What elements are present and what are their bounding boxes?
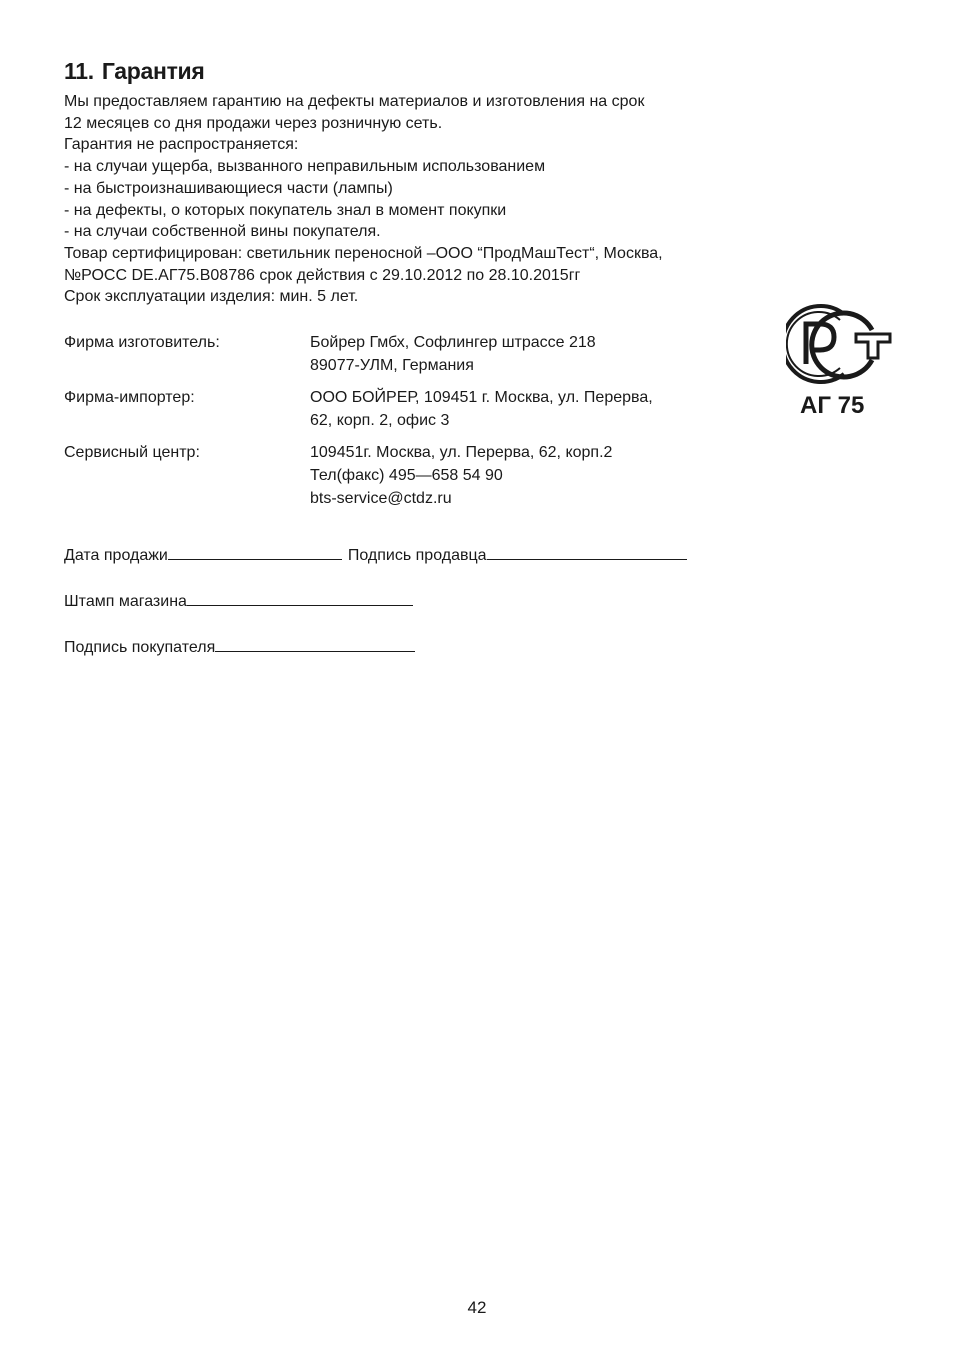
importer-address: ООО БОЙРЕР, 109451 г. Москва, ул. Перерва, — [310, 389, 653, 406]
manufacturer-row — [64, 331, 744, 377]
service-center-row — [64, 441, 744, 510]
importer-address: 62, корп. 2, офис 3 — [310, 412, 450, 429]
warranty-text — [64, 91, 764, 308]
importer-label: Фирма-импортер: — [64, 389, 195, 406]
sale-row — [64, 544, 687, 565]
service-center-label: Сервисный центр: — [64, 444, 200, 461]
stamp-row — [64, 590, 413, 611]
seller-signature-line[interactable] — [487, 544, 687, 560]
buyer-row — [64, 636, 415, 657]
importer-row — [64, 386, 744, 432]
warranty-line: Гарантия не распространяется: — [64, 136, 299, 154]
service-center-email: bts-service@ctdz.ru — [310, 490, 452, 507]
warranty-line: - на быстроизнашивающиеся части (лампы) — [64, 179, 393, 197]
shop-stamp-label: Штамп магазина — [64, 593, 187, 610]
service-center-address: 109451г. Москва, ул. Перерва, 62, корп.2 — [310, 444, 613, 461]
rst-certification-icon — [786, 302, 892, 386]
warranty-line: - на случаи ущерба, вызванного неправильным использованием — [64, 158, 546, 176]
page-number: 42 — [467, 1298, 487, 1317]
warranty-line: - на случаи собственной вины покупателя. — [64, 223, 381, 241]
certification-mark — [786, 302, 896, 420]
company-info — [64, 331, 744, 519]
warranty-line: 12 месяцев со дня продажи через розничную сеть. — [64, 114, 443, 132]
manufacturer-address: Бойрер Гмбх, Софлингер штрассе 218 — [310, 334, 596, 351]
warranty-line: №РОСС DE.АГ75.В08786 срок действия с 29.10.2012 по 28.10.2015гг — [64, 266, 581, 284]
service-center-phone: Тел(факс) 495—658 54 90 — [310, 467, 503, 484]
section-title: Гарантия — [101, 58, 205, 84]
warranty-line: Товар сертифицирован: светильник переносной –ООО “ПродМашТест“, Москва, — [64, 244, 663, 262]
buyer-signature-label: Подпись покупателя — [64, 639, 216, 656]
manufacturer-address: 89077-УЛМ, Германия — [310, 357, 474, 374]
shop-stamp-line[interactable] — [187, 590, 413, 606]
warranty-line: Мы предоставляем гарантию на дефекты материалов и изготовления на срок — [64, 93, 645, 110]
warranty-line: - на дефекты, о которых покупатель знал в момент покупки — [64, 201, 507, 219]
sale-date-line[interactable] — [168, 544, 342, 560]
sale-date-label: Дата продажи — [64, 547, 168, 564]
manufacturer-label: Фирма изготовитель: — [64, 334, 220, 351]
buyer-signature-line[interactable] — [215, 636, 415, 652]
seller-signature-label: Подпись продавца — [347, 547, 487, 564]
section-heading — [64, 58, 205, 85]
certification-code: АГ 75 — [800, 392, 865, 419]
section-number: 11. — [64, 58, 94, 84]
warranty-line: Срок эксплуатации изделия: мин. 5 лет. — [64, 288, 359, 306]
